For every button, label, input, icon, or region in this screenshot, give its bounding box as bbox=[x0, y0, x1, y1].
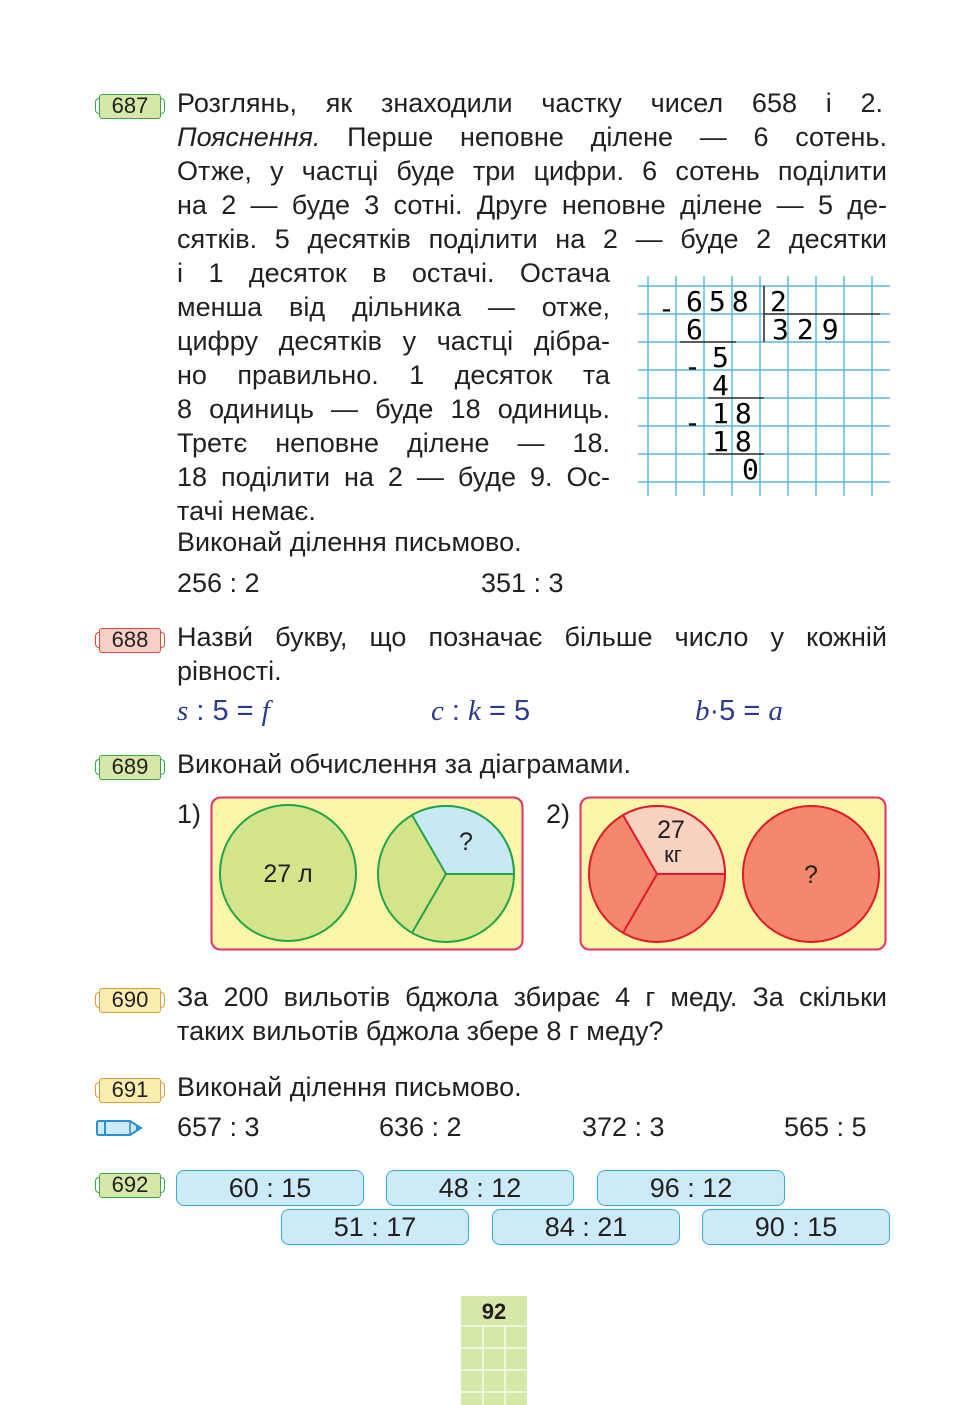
ex687-task-a: 256 : 2 bbox=[177, 568, 260, 598]
exercise-number-692: 692 bbox=[99, 1173, 161, 1198]
diagram-2-label: 2) bbox=[546, 799, 571, 829]
ex691-task-3: 372 : 3 bbox=[582, 1112, 665, 1142]
quotient: 329 bbox=[772, 313, 847, 346]
ex688-line1: Назви́ букву, що позначає більше число у кожній bbox=[177, 622, 887, 652]
eq2-op1: : bbox=[443, 695, 469, 727]
explanation-label: Пояснення. bbox=[177, 122, 321, 152]
long-division-grid bbox=[638, 276, 890, 498]
expression-card-3: 96 : 12 bbox=[597, 1170, 785, 1206]
diagram-1-label: 1) bbox=[177, 799, 202, 829]
exercise-number-688: 688 bbox=[99, 628, 161, 653]
ex687-line2-rest: Перше неповне ділене — 6 сотень. bbox=[320, 122, 887, 152]
minus-sign-3: - bbox=[684, 406, 701, 439]
expression-card-2: 48 : 12 bbox=[386, 1170, 574, 1206]
eq1-var-a: s bbox=[177, 695, 189, 727]
full-value-1: 27 л bbox=[263, 860, 313, 888]
diagram-2 bbox=[579, 796, 889, 952]
eq3-var-b: a bbox=[768, 695, 783, 727]
pencil-icon bbox=[96, 1117, 144, 1139]
ex687-task-b: 351 : 3 bbox=[481, 568, 564, 598]
equation-1 bbox=[177, 694, 270, 728]
eq3-op2: 5 = bbox=[719, 695, 769, 727]
eq2-op2: = 5 bbox=[480, 695, 531, 727]
step-subtract-3: 18 bbox=[712, 425, 758, 458]
sector-question-1: ? bbox=[459, 828, 473, 856]
ex690-line1: За 200 вильотів бджола збирає 4 г меду. За скільки bbox=[177, 982, 887, 1012]
ex687-line10: 8 одиниць — буде 18 одиниць. bbox=[177, 394, 610, 424]
step-remainder-1: 5 bbox=[712, 341, 729, 374]
minus-sign-1: - bbox=[658, 292, 675, 325]
step-subtract-1: 6 bbox=[686, 313, 703, 346]
ex687-line1: Розглянь, як знаходили частку чисел 658 і 2. bbox=[177, 88, 883, 118]
ex691-task-1: 657 : 3 bbox=[177, 1112, 260, 1142]
eq2-var-a: c bbox=[431, 695, 444, 727]
eq3-dot: · bbox=[709, 695, 720, 727]
eq1-var-b: f bbox=[261, 695, 270, 727]
ex690-line2: таких вильотів бджола збере 8 г меду? bbox=[177, 1016, 664, 1046]
exercise-number-689: 689 bbox=[99, 755, 161, 780]
ex687-line9: но правильно. 1 десяток та bbox=[177, 360, 610, 390]
step-dividend-3: 18 bbox=[712, 397, 758, 430]
ex691-text: Виконай ділення письмово. bbox=[177, 1072, 522, 1102]
ex691-task-4: 565 : 5 bbox=[784, 1112, 867, 1142]
ex687-line11: Третє неповне ділене — 18. bbox=[177, 428, 610, 458]
exercise-number-687: 687 bbox=[99, 94, 161, 119]
ex687-line2 bbox=[177, 120, 887, 154]
expression-card-6: 90 : 15 bbox=[702, 1209, 890, 1245]
equation-2 bbox=[431, 694, 530, 728]
ex687-line14: Виконай ділення письмово. bbox=[177, 527, 522, 557]
ex687-line3: Отже, у частці буде три цифри. 6 сотень поділити bbox=[177, 156, 887, 186]
step-subtract-2: 4 bbox=[712, 369, 729, 402]
ex687-line7: менша від дільника — отже, bbox=[177, 292, 610, 322]
diagram-1 bbox=[210, 796, 526, 952]
expression-card-4: 51 : 17 bbox=[281, 1209, 469, 1245]
sector-unit-2: кг bbox=[664, 842, 682, 867]
equation-3 bbox=[695, 694, 783, 728]
divisor: 2 bbox=[770, 285, 787, 318]
minus-sign-2: - bbox=[684, 350, 701, 383]
expression-card-5: 84 : 21 bbox=[492, 1209, 680, 1245]
ex687-line8: цифру десятків у частці дібра- bbox=[177, 326, 610, 356]
sector-value-2: 27 bbox=[657, 816, 685, 844]
ex688-line2: рівності. bbox=[177, 656, 282, 686]
exercise-number-691: 691 bbox=[99, 1078, 161, 1103]
final-remainder: 0 bbox=[742, 453, 759, 486]
eq1-op: : 5 = bbox=[188, 695, 262, 727]
dividend: 658 bbox=[686, 285, 755, 318]
expression-card-1: 60 : 15 bbox=[176, 1170, 364, 1206]
eq2-var-b: k bbox=[468, 695, 481, 727]
page-number: 92 bbox=[481, 1299, 507, 1324]
ex691-task-2: 636 : 2 bbox=[379, 1112, 462, 1142]
ex687-line5: сятків. 5 десятків поділити на 2 — буде 2 десятки bbox=[177, 224, 887, 254]
ex687-line6: і 1 десяток в остачі. Остача bbox=[177, 258, 610, 288]
ex687-line12: 18 поділити на 2 — буде 9. Ос- bbox=[177, 462, 610, 492]
ex689-text: Виконай обчислення за діаграмами. bbox=[177, 749, 631, 779]
ex687-line13: тачі немає. bbox=[177, 496, 316, 526]
eq3-var-a: b bbox=[695, 695, 710, 727]
ex687-line4: на 2 — буде 3 сотні. Друге неповне ділене — 5 де- bbox=[177, 190, 887, 220]
full-question-2: ? bbox=[804, 861, 818, 889]
exercise-number-690: 690 bbox=[99, 988, 161, 1013]
